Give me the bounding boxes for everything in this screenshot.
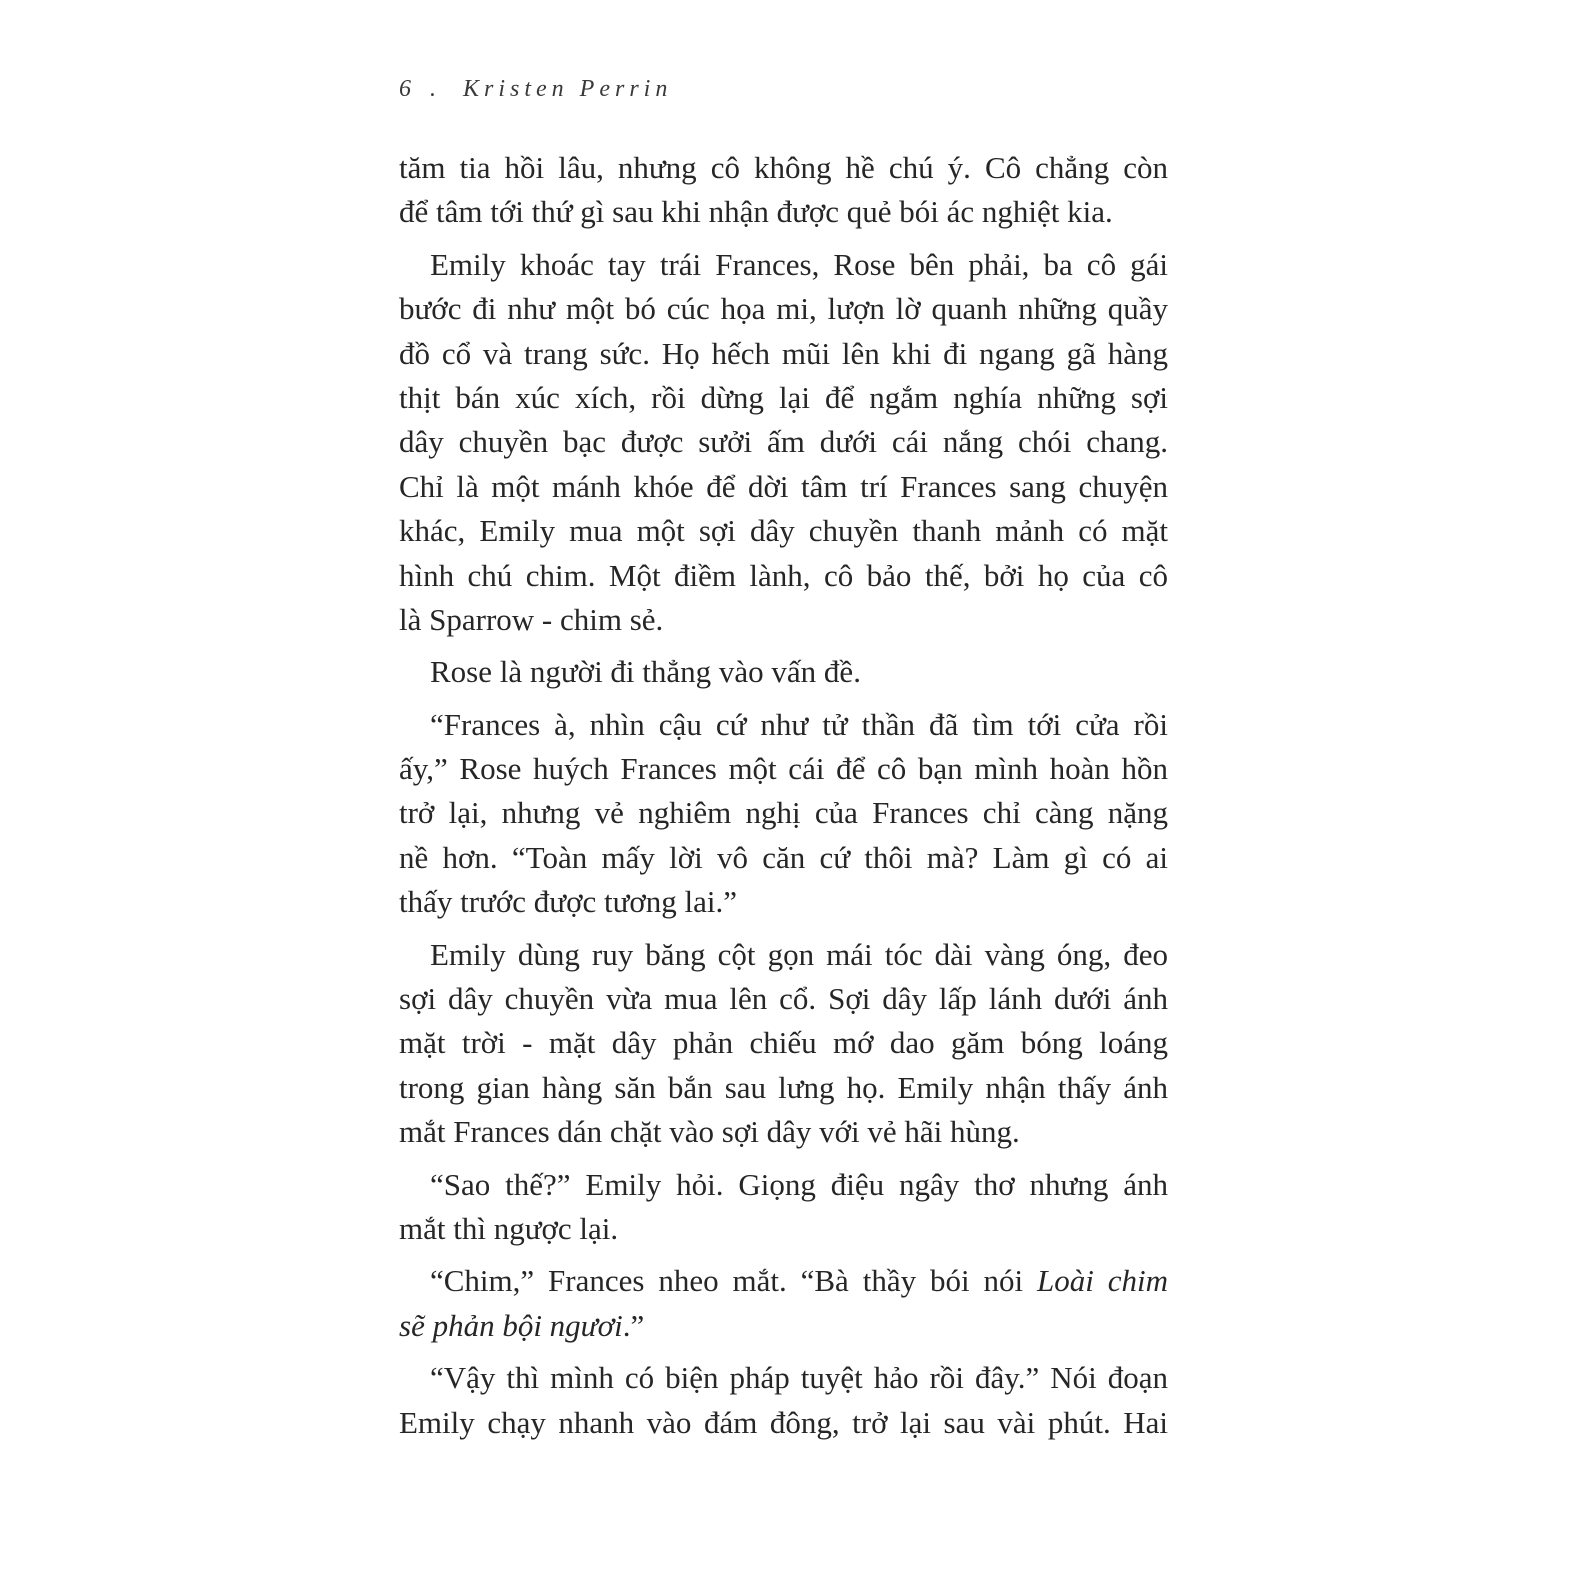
paragraph-5 (399, 933, 1168, 1155)
text-line: Emily chạy nhanh vào đám đông, trở lại sau vài phút. Hai (399, 1404, 1168, 1440)
text-line: là Sparrow - chim sẻ. (399, 601, 664, 637)
author-name: Kristen Perrin (463, 76, 673, 102)
text-line: Rose là người đi thẳng vào vấn đề. (430, 654, 861, 690)
text-line: “Sao thế?” Emily hỏi. Giọng điệu ngây thơ nhưng ánh (430, 1166, 1168, 1202)
running-head (399, 76, 672, 103)
text-line: Emily khoác tay trái Frances, Rose bên phải, ba cô gái (430, 246, 1168, 282)
text-line: sợi dây chuyền vừa mua lên cổ. Sợi dây lấp lánh dưới ánh (399, 981, 1168, 1017)
text-line: trở lại, nhưng vẻ nghiêm nghị của Frances chỉ càng nặng (399, 795, 1168, 831)
text-line: trong gian hàng săn bắn sau lưng họ. Emily nhận thấy ánh (399, 1069, 1168, 1105)
text-line: mắt Frances dán chặt vào sợi dây với vẻ hãi hùng. (399, 1114, 1020, 1150)
header-separator: . (430, 76, 441, 102)
italic-quote: Loài chim (1036, 1263, 1168, 1299)
text-line: mắt thì ngược lại. (399, 1210, 619, 1246)
text-line (399, 1304, 1168, 1348)
text-line: thấy trước được tương lai.” (399, 884, 738, 920)
paragraph-7 (399, 1259, 1168, 1348)
dialogue-text: “Chim,” Frances nheo mắt. “Bà thầy bói nói (430, 1263, 1037, 1299)
paragraph-2 (399, 243, 1168, 643)
text-line: bước đi như một bó cúc họa mi, lượn lờ quanh những quầy (399, 291, 1168, 327)
text-line: dây chuyền bạc được sưởi ấm dưới cái nắng chói chang. (399, 424, 1168, 460)
paragraph-3 (399, 650, 1168, 694)
text-line (399, 1259, 1168, 1303)
page-number: 6 (399, 76, 416, 102)
text-line: Chỉ là một mánh khóe để dời tâm trí Frances sang chuyện (399, 468, 1168, 504)
italic-quote: sẽ phản bội ngươi (399, 1307, 623, 1343)
text-line: để tâm tới thứ gì sau khi nhận được quẻ bói ác nghiệt kia. (399, 194, 1113, 230)
paragraph-8 (399, 1356, 1168, 1445)
text-line: tăm tia hồi lâu, nhưng cô không hề chú ý. Cô chẳng còn (399, 150, 1168, 185)
text-line: ấy,” Rose huých Frances một cái để cô bạn mình hoàn hồn (399, 751, 1168, 787)
closing-quote: .” (622, 1307, 645, 1343)
paragraph-4 (399, 703, 1168, 925)
text-line: khác, Emily mua một sợi dây chuyền thanh mảnh có mặt (399, 513, 1168, 549)
text-line: nề hơn. “Toàn mấy lời vô căn cứ thôi mà? Làm gì có ai (399, 839, 1168, 875)
paragraph-6 (399, 1163, 1168, 1252)
text-line: thịt bán xúc xích, rồi dừng lại để ngắm nghía những sợi (399, 379, 1168, 415)
text-line: hình chú chim. Một điềm lành, cô bảo thế, bởi họ của cô (399, 557, 1168, 593)
text-line: “Frances à, nhìn cậu cứ như tử thần đã tìm tới cửa rồi (430, 706, 1168, 742)
text-line: mặt trời - mặt dây phản chiếu mớ dao găm bóng loáng (399, 1025, 1168, 1061)
body-text (399, 146, 1168, 1453)
text-line: đồ cổ và trang sức. Họ hếch mũi lên khi đi ngang gã hàng (399, 335, 1168, 371)
text-line: Emily dùng ruy băng cột gọn mái tóc dài vàng óng, đeo (430, 936, 1168, 972)
text-line: “Vậy thì mình có biện pháp tuyệt hảo rồi đây.” Nói đoạn (430, 1360, 1168, 1396)
paragraph-1 (399, 146, 1168, 235)
